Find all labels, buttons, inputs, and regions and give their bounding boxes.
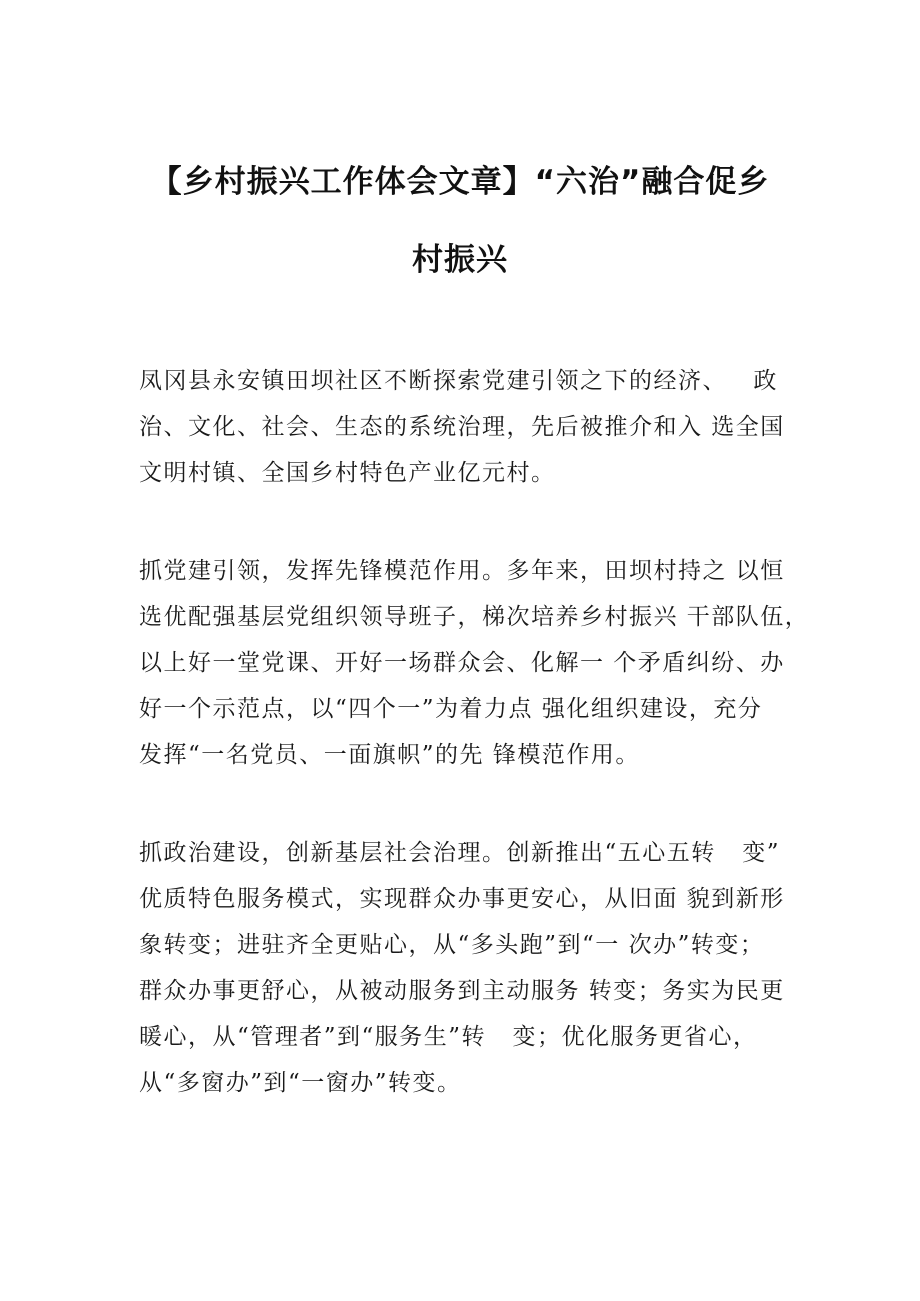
paragraph-line: 抓党建引领，发挥先锋模范作用。多年来，田坝村持之 以恒 <box>139 558 785 584</box>
paragraph-line: 以上好一堂党课、开好一场群众会、化解一 个矛盾纠纷、办 <box>139 650 785 676</box>
paragraph-party-building <box>139 548 810 778</box>
paragraph-line: 象转变；进驻齐全更贴心，从“多头跑”到“一 次办”转变； <box>139 932 765 958</box>
paragraph-line: 优质特色服务模式，实现群众办事更安心，从旧面 貌到新形 <box>139 886 785 912</box>
paragraph-line: 文明村镇、全国乡村特色产业亿元村。 <box>139 460 556 486</box>
paragraph-intro <box>139 358 799 496</box>
paragraph-line: 发挥“一名党员、一面旗帜”的先 锋模范作用。 <box>139 742 640 768</box>
paragraph-line: 凤冈县永安镇田坝社区不断探索党建引领之下的经济、 政 <box>139 368 778 394</box>
paragraph-line: 好一个示范点，以“四个一”为着力点 强化组织建设，充分 <box>139 696 763 722</box>
paragraph-line: 暖心，从“管理者”到“服务生”转 变；优化服务更省心， <box>139 1024 758 1050</box>
paragraph-line: 群众办事更舒心，从被动服务到主动服务 转变；务实为民更 <box>139 978 785 1004</box>
paragraph-line: 治、文化、社会、生态的系统治理，先后被推介和入 选全国 <box>139 414 785 440</box>
document-title-line-1: 【乡村振兴工作体会文章】“六治”融合促乡 <box>150 164 770 200</box>
paragraph-line: 抓政治建设，创新基层社会治理。创新推出“五心五转 变” <box>139 840 780 866</box>
paragraph-line: 选优配强基层党组织领导班子，梯次培养乡村振兴 干部队伍， <box>139 604 810 630</box>
paragraph-political-construction <box>139 830 799 1106</box>
paragraph-line: 从“多窗办”到“一窗办”转变。 <box>139 1070 462 1096</box>
document-title-line-2: 村振兴 <box>412 242 508 278</box>
